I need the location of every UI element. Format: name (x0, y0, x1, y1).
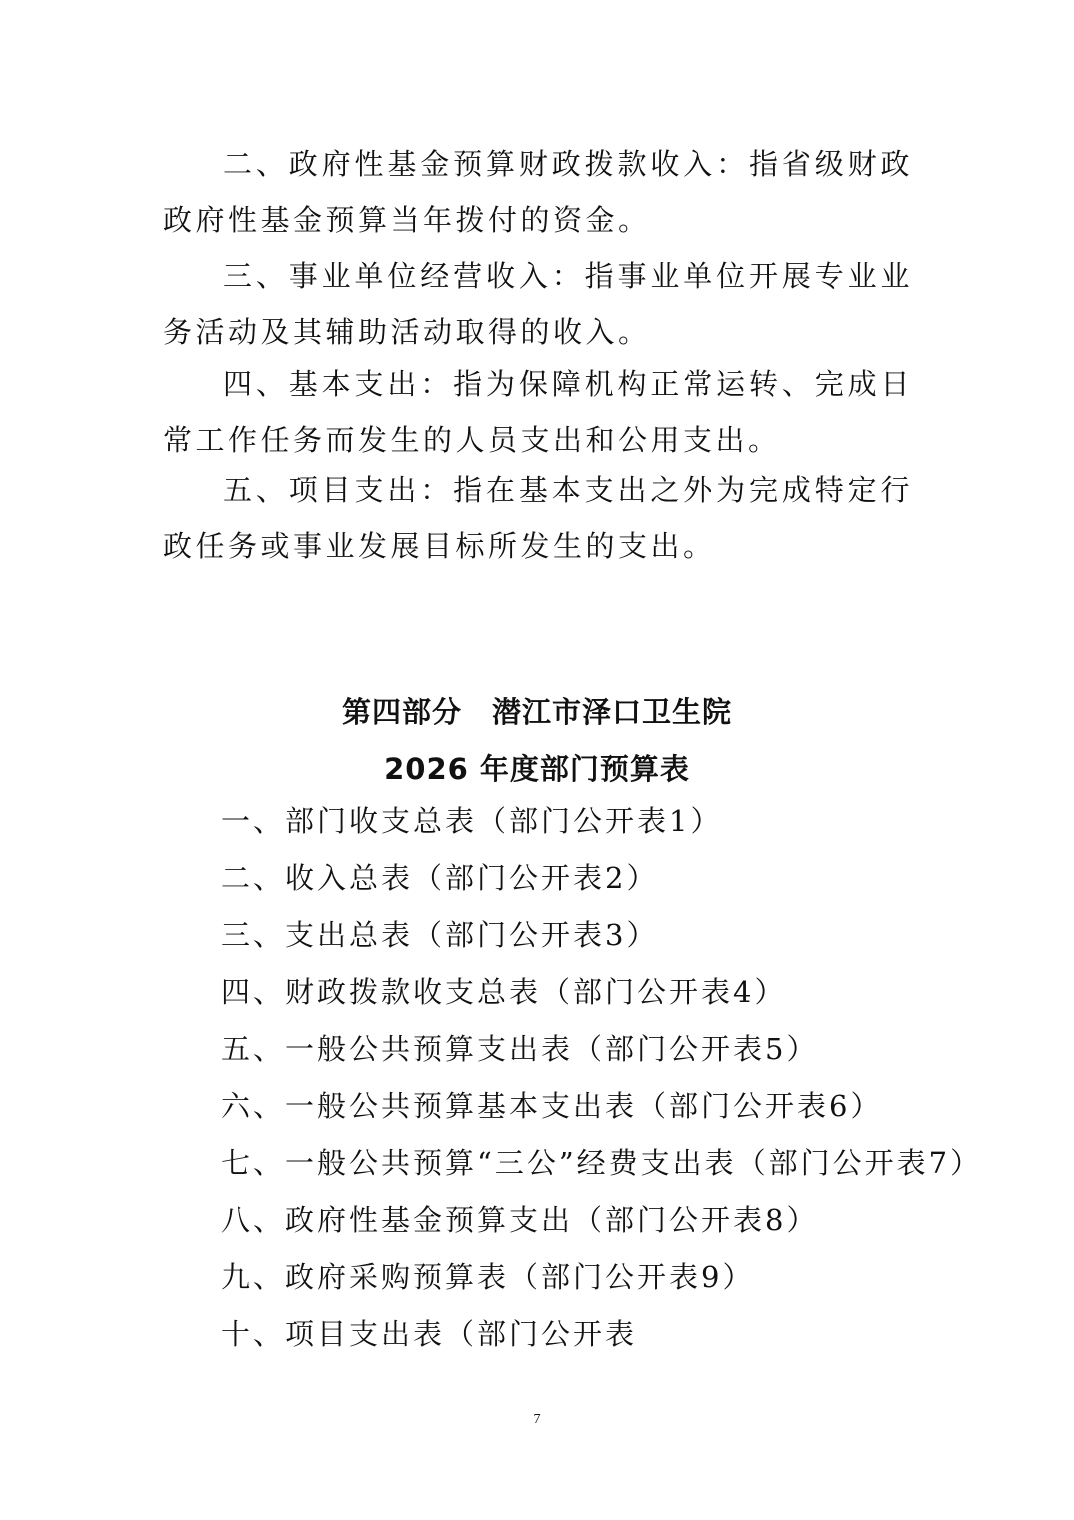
toc-item: 一、部门收支总表（部门公开表1） (221, 804, 723, 838)
toc-item: 三、支出总表（部门公开表3） (221, 918, 659, 952)
page-number: 7 (533, 1412, 541, 1427)
toc-item: 六、一般公共预算基本支出表（部门公开表6） (221, 1089, 883, 1123)
paragraph-basic-expenditure: 四、基本支出：指为保障机构正常运转、完成日常工作任务而发生的人员支出和公用支出。 (163, 367, 913, 457)
toc-item: 八、政府性基金预算支出（部门公开表8） (221, 1203, 819, 1237)
toc-item: 二、收入总表（部门公开表2） (221, 861, 659, 895)
section-heading-line1: 第四部分 潜江市泽口卫生院 (341, 695, 732, 729)
paragraph-government-fund-income: 二、政府性基金预算财政拨款收入：指省级财政政府性基金预算当年拨付的资金。 (163, 147, 913, 237)
section-heading-line2: 2026 年度部门预算表 (384, 752, 690, 786)
table-of-contents (221, 797, 982, 1367)
toc-item: 四、财政拨款收支总表（部门公开表4） (221, 975, 787, 1009)
toc-item: 七、一般公共预算“三公”经费支出表（部门公开表7） (221, 1146, 983, 1180)
toc-item: 五、一般公共预算支出表（部门公开表5） (221, 1032, 819, 1066)
paragraph-project-expenditure: 五、项目支出：指在基本支出之外为完成特定行政任务或事业发展目标所发生的支出。 (163, 473, 913, 563)
toc-item: 九、政府采购预算表（部门公开表9） (221, 1260, 755, 1294)
toc-item: 十、项目支出表（部门公开表 (221, 1317, 638, 1351)
paragraph-business-income: 三、事业单位经营收入：指事业单位开展专业业务活动及其辅助活动取得的收入。 (163, 259, 913, 349)
